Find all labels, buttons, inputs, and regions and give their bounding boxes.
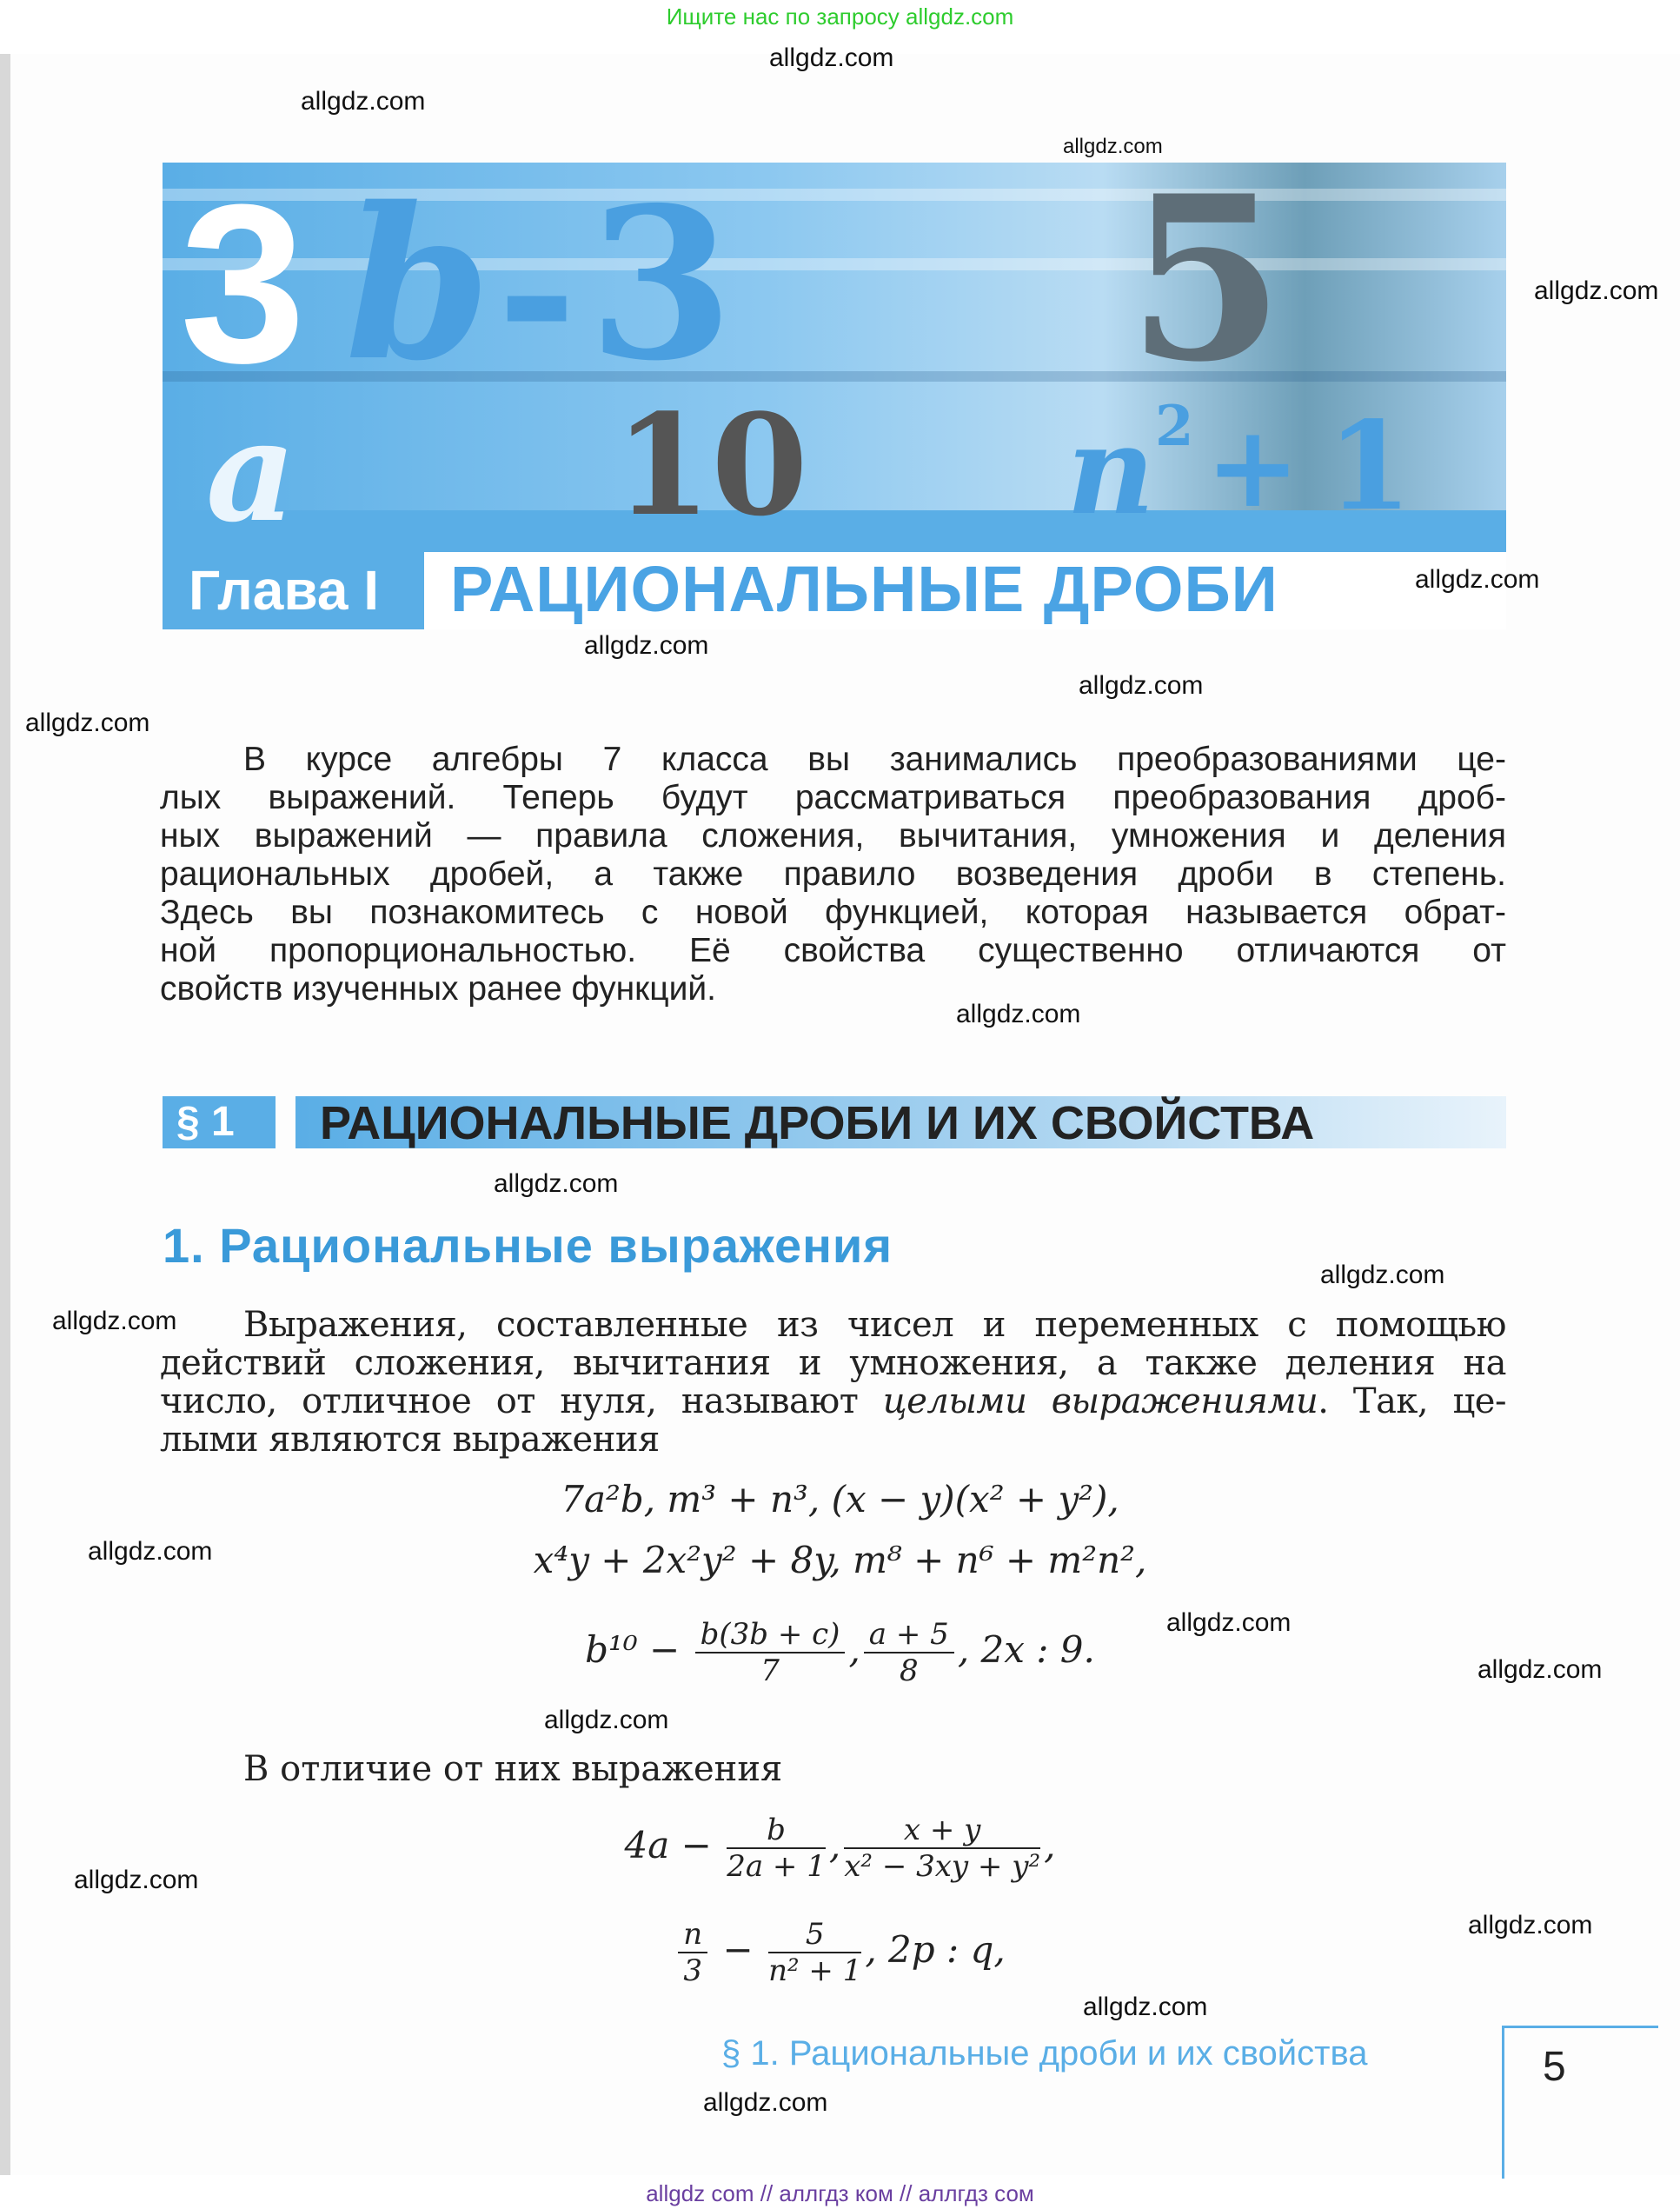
banner-glyph: 5 (1127, 163, 1285, 412)
formula-line-2: x⁴y + 2x²y² + 8y, m⁸ + n⁶ + m²n², (533, 1539, 1147, 1581)
intro-line: рациональных дробей, а также правило возведения дроби в степень. (160, 855, 1506, 893)
page-number-border (1502, 2026, 1504, 2179)
watermark: allgdz.com (74, 1866, 199, 1894)
para-line: действий сложения, вычитания и умножения, а также деления на (160, 1343, 1506, 1383)
watermark: allgdz.com (1468, 1911, 1593, 1940)
banner-glyph: 3 (180, 163, 306, 410)
top-note: Ищите нас по запросу allgdz.com (666, 3, 1014, 30)
denominator: n² + 1 (768, 1953, 862, 1988)
term: b¹⁰ − (585, 1628, 692, 1671)
denominator: 2a + 1 (727, 1849, 826, 1884)
intro-line: ных выражений — правила сложения, вычитания, умножения и деления (160, 817, 1506, 855)
term-emphasis: целыми выражениями (882, 1381, 1318, 1421)
para-line (160, 1382, 1506, 1421)
banner-glyph: n (1066, 400, 1155, 542)
watermark: allgdz.com (584, 631, 709, 660)
watermark: allgdz.com (1320, 1261, 1445, 1289)
watermark: allgdz.com (1166, 1608, 1292, 1637)
running-title: § 1. Рациональные дроби и их свойства (721, 2034, 1368, 2073)
intro-line: В курсе алгебры 7 класса вы занимались преобразованиями це- (243, 741, 1506, 778)
text: число, отличное от нуля, называют (160, 1381, 883, 1421)
fraction (678, 1917, 707, 1988)
text: . Так, це- (1318, 1381, 1506, 1421)
intro-paragraph (160, 741, 1506, 1008)
section-label: § 1 (163, 1096, 276, 1148)
denominator: x² − 3xy + y² (844, 1849, 1041, 1884)
chapter-title: РАЦИОНАЛЬНЫЕ ДРОБИ (450, 553, 1278, 625)
page-number-border (1502, 2026, 1658, 2028)
banner-glyph: 1 (1327, 396, 1412, 538)
fraction (844, 1813, 1040, 1884)
numerator: b (727, 1813, 826, 1849)
term: , 2p : q, (865, 1928, 1006, 1971)
watermark: allgdz.com (703, 2088, 828, 2117)
term: , 2x : 9. (957, 1628, 1095, 1671)
fraction (864, 1617, 954, 1688)
intro-line: Здесь вы познакомитесь с новой функцией, которая называется обрат- (160, 894, 1506, 931)
subsection-title: 1. Рациональные выражения (163, 1218, 893, 1273)
term: 4a − (624, 1824, 724, 1866)
denominator: 7 (760, 1653, 780, 1688)
banner-glyph: - (497, 180, 577, 405)
numerator: n (678, 1917, 707, 1953)
page-number: 5 (1543, 2044, 1566, 2090)
watermark: allgdz.com (1079, 671, 1204, 700)
formula-line-1: 7a²b, m³ + n³, (x − y)(x² + y²), (561, 1478, 1119, 1520)
watermark: allgdz.com (769, 43, 894, 72)
intro-line: свойств изученных ранее функций. (160, 970, 716, 1008)
watermark: allgdz.com (25, 709, 150, 737)
bottom-links[interactable]: allgdz com // аллгдз ком // аллгдз сом (646, 2180, 1034, 2206)
para-line: лыми являются выражения (160, 1420, 660, 1460)
banner-glyph: + (1205, 400, 1300, 533)
formula-line-4: 4a − $\frac{b}{2a + 1}$ , $\frac{x + y}{\text{x² − 3xy + y²}}$ , (624, 1813, 1056, 1884)
numerator: b(3b + c) (695, 1617, 846, 1653)
watermark: allgdz.com (544, 1706, 669, 1734)
formula-line-3: b¹⁰ − $\frac{b(3b + c)}{7}$ , $\frac{a + 5}{8}$ , 2x : 9. (585, 1617, 1095, 1688)
chapter-label: Глава I (163, 552, 424, 629)
chapter-banner (163, 163, 1506, 552)
numerator: x + y (844, 1813, 1040, 1849)
watermark: allgdz.com (494, 1169, 619, 1198)
watermark: allgdz.com (52, 1307, 177, 1335)
section-title: РАЦИОНАЛЬНЫЕ ДРОБИ И ИХ СВОЙСТВА (320, 1097, 1315, 1149)
watermark: allgdz.com (1477, 1655, 1603, 1684)
watermark: allgdz.com (301, 87, 426, 116)
banner-glyph: 10 (614, 383, 808, 547)
watermark: allgdz.com (956, 1000, 1081, 1028)
watermark: allgdz.com (1083, 1993, 1208, 2021)
contrast-text: В отличие от них выражения (243, 1749, 783, 1789)
formula-line-5: $\frac{n}{3}$ − $\frac{5}{\text{n² + 1}}$ , 2p : q, (0, 1917, 1680, 1988)
intro-line: ной пропорциональностью. Её свойства существенно отличаются от (160, 932, 1506, 969)
intro-line: лых выражений. Теперь будут рассматриваться преобразования дроб- (160, 779, 1506, 816)
watermark: allgdz.com (1063, 135, 1163, 158)
para-line: Выражения, составленные из чисел и переменных с помощью (243, 1305, 1506, 1345)
fraction (695, 1617, 846, 1688)
numerator: a + 5 (864, 1617, 954, 1653)
denominator: 8 (899, 1653, 919, 1688)
banner-glyph: b (345, 163, 491, 407)
watermark: allgdz.com (88, 1537, 213, 1566)
watermark: allgdz.com (1415, 565, 1540, 594)
fraction (727, 1813, 826, 1884)
banner-glyph: 3 (588, 163, 734, 407)
fraction (768, 1917, 861, 1988)
denominator: 3 (683, 1953, 703, 1988)
watermark: allgdz.com (1534, 276, 1659, 305)
banner-glyph: a (206, 389, 296, 552)
definition-paragraph (160, 1306, 1506, 1459)
numerator: 5 (768, 1917, 861, 1953)
banner-glyph: 2 (1155, 394, 1194, 459)
